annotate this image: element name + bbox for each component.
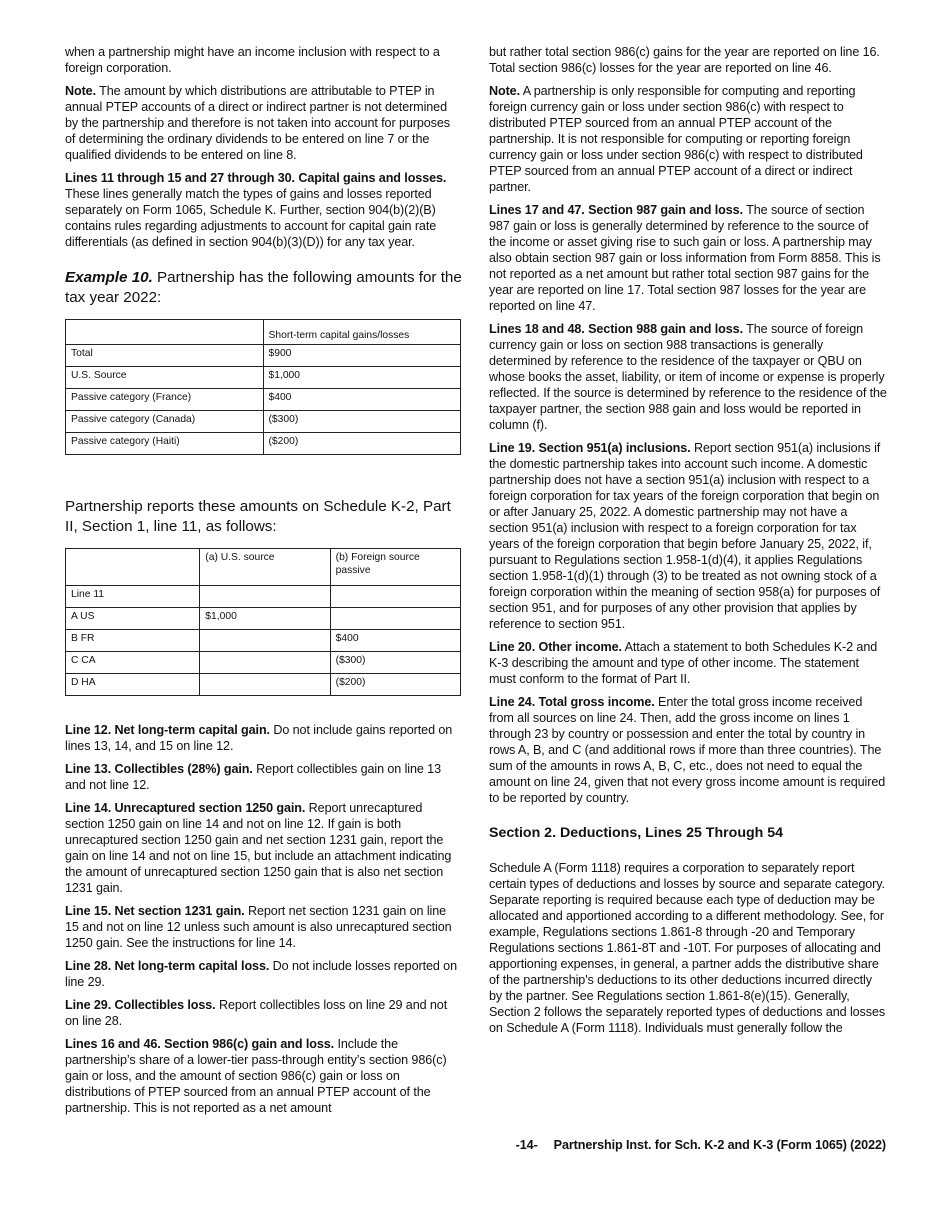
paragraph — [65, 800, 463, 896]
table-cell: A US — [66, 608, 200, 630]
table-cell — [200, 630, 330, 652]
table-cell: $1,000 — [200, 608, 330, 630]
table-capital-gains — [65, 319, 463, 455]
paragraph-heading: Lines 17 and 47. Section 987 gain and loss. — [489, 203, 743, 217]
section-2 — [489, 824, 887, 1036]
paragraph — [65, 761, 463, 793]
table-cell: B FR — [66, 630, 200, 652]
table-cell — [200, 652, 330, 674]
page-footer — [0, 1137, 950, 1173]
paragraph-text: Report unrecaptured section 1250 gain on line 14 and not on line 12. If gain is both unrecaptured section 1250 gain and net section 1231 gain, report the gain on line 14 and not on line 15, but include an attachment indicating the amount of unrecaptured section 1250 gain that is also net section 1231 gain. — [65, 801, 452, 895]
paragraph — [489, 694, 887, 806]
paragraph-text: The source of section 987 gain or loss is generally determined by reference to the source of the income or asset giving rise to such gain or loss. A partnership may also obtain section 987 gain or loss information from Form 8858. This is not reported as a net amount but rather total section 987 gains for the year are reported on line 17. Total section 987 losses for the year are reported on line 47. — [489, 203, 881, 313]
paragraph — [489, 639, 887, 687]
paragraph-text: These lines generally match the types of gains and losses reported separately on Form 1065, Schedule K. Further, section 904(b)(2)(B) contains rules regarding adjustments to account for capital gain rate differentials (as defined in section 904(b)(3)(D)) for any tax year. — [65, 187, 437, 249]
right-text — [489, 44, 887, 806]
paragraph — [65, 722, 463, 754]
table-cell: ($200) — [263, 433, 461, 455]
paragraph-text: Report net section 1231 gain on line 15 and not on line 12 unless such amount is also unrecaptured section 1250 gain. See the instructions for line 14. — [65, 904, 452, 950]
paragraph-heading: Lines 16 and 46. Section 986(c) gain and loss. — [65, 1037, 335, 1051]
paragraph-text: Attach a statement to both Schedules K-2 and K-3 describing the amount and type of other income. The statement must conform to the format of Part II. — [489, 640, 878, 686]
table-cell: ($200) — [330, 674, 460, 696]
table-cell: D HA — [66, 674, 200, 696]
footer-title: Partnership Inst. for Sch. K-2 and K-3 (Form 1065) (2022) — [553, 1138, 886, 1152]
paragraph-text: A partnership is only responsible for computing and reporting foreign currency gain or loss under section 986(c) with respect to distributed PTEP sourced from an annual PTEP account of the partnership. It is not responsible for computing or reporting foreign currency gain or loss under section 986(c) with respect to distributed PTEP sourced from an annual PTEP account of a direct or indirect partner. — [489, 84, 863, 194]
paragraph — [65, 83, 463, 163]
example-10 — [65, 268, 463, 307]
table-cell: ($300) — [263, 411, 461, 433]
table-cell: $400 — [263, 389, 461, 411]
table-cell: Passive category (Haiti) — [66, 433, 264, 455]
paragraph — [65, 44, 463, 76]
table-row — [66, 389, 461, 411]
paragraph-heading: Line 24. Total gross income. — [489, 695, 655, 709]
table-line-11 — [65, 548, 463, 696]
table-row — [66, 367, 461, 389]
table-cell: Short-term capital gains/losses — [263, 320, 461, 345]
paragraph-text: Report collectibles loss on line 29 and not on line 28. — [65, 998, 448, 1028]
table-header-row — [66, 320, 461, 345]
table-row — [66, 674, 461, 696]
paragraph-heading: Lines 18 and 48. Section 988 gain and loss. — [489, 322, 743, 336]
paragraph-heading: Note. — [65, 84, 96, 98]
table-cell: $400 — [330, 630, 460, 652]
paragraph — [489, 440, 887, 632]
reports-text: Partnership reports these amounts on Schedule K-2, Part II, Section 1, line 11, as follows: — [65, 498, 451, 535]
paragraph-heading: Line 12. Net long-term capital gain. — [65, 723, 270, 737]
table-cell — [330, 608, 460, 630]
table-cell: $1,000 — [263, 367, 461, 389]
paragraph-text: but rather total section 986(c) gains for the year are reported on line 16. Total section 986(c) losses for the year are reported on line 46. — [489, 45, 880, 75]
section-2-text: Schedule A (Form 1118) requires a corporation to separately report certain types of deductions and losses by source and separate category. Separate reporting is required because each type of deduction may be allocated and apportioned according to a different methodology. See, for example, Regulations sections 1.861-8 through -20 and Temporary Regulations sections 1.861-8T and -10T. For purposes of allocating and apportioning expenses, in general, a partner adds the distributive share of the partnership's deductions to its other deductions incurred directly by the partner. See Regulations section 1.861-8(e)(15). Generally, Section 2 follows the separately reported types of deductions and losses on Schedule A (Form 1118). Individuals must generally follow the — [489, 861, 886, 1035]
table-cell — [200, 674, 330, 696]
right-column — [489, 44, 887, 1043]
paragraph — [489, 202, 887, 314]
paragraph — [65, 997, 463, 1029]
table-cell: ($300) — [330, 652, 460, 674]
section-2-title: Section 2. Deductions, Lines 25 Through 54 — [489, 825, 784, 841]
table-cell — [330, 586, 460, 608]
table-cell: $900 — [263, 345, 461, 367]
table-cell: Total — [66, 345, 264, 367]
paragraph-heading: Line 20. Other income. — [489, 640, 622, 654]
paragraph — [65, 170, 463, 250]
table-cell — [200, 586, 330, 608]
table-row — [66, 345, 461, 367]
paragraph-text: Do not include gains reported on lines 13, 14, and 15 on line 12. — [65, 723, 453, 753]
paragraph-heading: Line 28. Net long-term capital loss. — [65, 959, 270, 973]
paragraph-heading: Line 29. Collectibles loss. — [65, 998, 216, 1012]
left-bottom-text — [65, 722, 463, 1116]
table-cell: C CA — [66, 652, 200, 674]
example-text: Partnership has the following amounts for the tax year 2022: — [65, 269, 462, 306]
paragraph-heading: Line 15. Net section 1231 gain. — [65, 904, 245, 918]
paragraph — [489, 321, 887, 433]
left-top-text — [65, 44, 463, 250]
table-cell — [66, 549, 200, 586]
paragraph-text: The source of foreign currency gain or loss on section 988 transactions is generally determined by reference to the residence of the taxpayer or QBU on whose books the asset, liability, or item of income or expense is properly reflected. If the source is determined by reference to the residence of the taxpayer partner, the section 988 gain and loss would be reported in column (f). — [489, 322, 887, 432]
table-cell: (a) U.S. source — [200, 549, 330, 586]
table-row — [66, 411, 461, 433]
page-number: -14- — [515, 1138, 538, 1152]
paragraph-text: Enter the total gross income received from all sources on line 24. Then, add the gross income on lines 1 through 23 by country or possession and enter the total by country in rows A, B, and C (and additional rows if more than three countries). The sum of the amounts in rows A, B, C, etc., does not need to equal the amount on line 24, given that not every gross income amount is required to be reported by country. — [489, 695, 886, 805]
table-cell: U.S. Source — [66, 367, 264, 389]
table-row — [66, 433, 461, 455]
paragraph-text: Do not include losses reported on line 29. — [65, 959, 457, 989]
table-cell: Line 11 — [66, 586, 200, 608]
paragraph-text: Report collectibles gain on line 13 and not line 12. — [65, 762, 441, 792]
paragraph-heading: Line 14. Unrecaptured section 1250 gain. — [65, 801, 306, 815]
table-cell — [66, 320, 264, 345]
paragraph — [489, 83, 887, 195]
table-header-row — [66, 549, 461, 586]
paragraph-heading: Line 13. Collectibles (28%) gain. — [65, 762, 253, 776]
table-row — [66, 652, 461, 674]
table-row — [66, 630, 461, 652]
paragraph-heading: Lines 11 through 15 and 27 through 30. Capital gains and losses. — [65, 171, 447, 185]
table-cell: (b) Foreign source passive — [330, 549, 460, 586]
left-column — [65, 44, 463, 1123]
paragraph-text: when a partnership might have an income inclusion with respect to a foreign corporation. — [65, 45, 440, 75]
table-cell: Passive category (France) — [66, 389, 264, 411]
paragraph — [65, 1036, 463, 1116]
paragraph-heading: Note. — [489, 84, 520, 98]
table-row — [66, 608, 461, 630]
paragraph-text: Include the partnership’s share of a lower-tier pass-through entity’s section 986(c) gain or loss, and the amount of section 986(c) gain or loss on distributions of PTEP sourced from an annual PTEP account of the partnership. This is not reported as a net amount — [65, 1037, 447, 1115]
example-head: Example 10. — [65, 269, 153, 286]
paragraph — [489, 44, 887, 76]
paragraph-text: Report section 951(a) inclusions if the domestic partnership takes into account such income. A domestic partnership does not have a section 951(a) inclusion with respect to a foreign corporation for tax years of the foreign corporation that begin on or after January 25, 2022. A domestic partnership may not have a section 951(a) inclusion with respect to a foreign corporation for tax years of the foreign corporation that begin before January 25, 2022, if, pursuant to Regulations section 1.958-1(d)(4), it applies Regulations section 1.958-1(d)(1) through (3) to be treated as not owning stock of a foreign corporation within the meaning of section 958(a) for purposes of section 951, and for purposes of any other provision that applies by reference to section 951. — [489, 441, 881, 631]
paragraph — [65, 958, 463, 990]
paragraph-heading: Line 19. Section 951(a) inclusions. — [489, 441, 691, 455]
paragraph — [65, 903, 463, 951]
paragraph-text: The amount by which distributions are attributable to PTEP in annual PTEP accounts of a direct or indirect partner is not determined by the partnership and therefore is not taken into account for purposes of determining the ordinary dividends to be entered on line 7 or the qualified dividends to be entered on line 8. — [65, 84, 450, 162]
table-row — [66, 586, 461, 608]
table-cell: Passive category (Canada) — [66, 411, 264, 433]
